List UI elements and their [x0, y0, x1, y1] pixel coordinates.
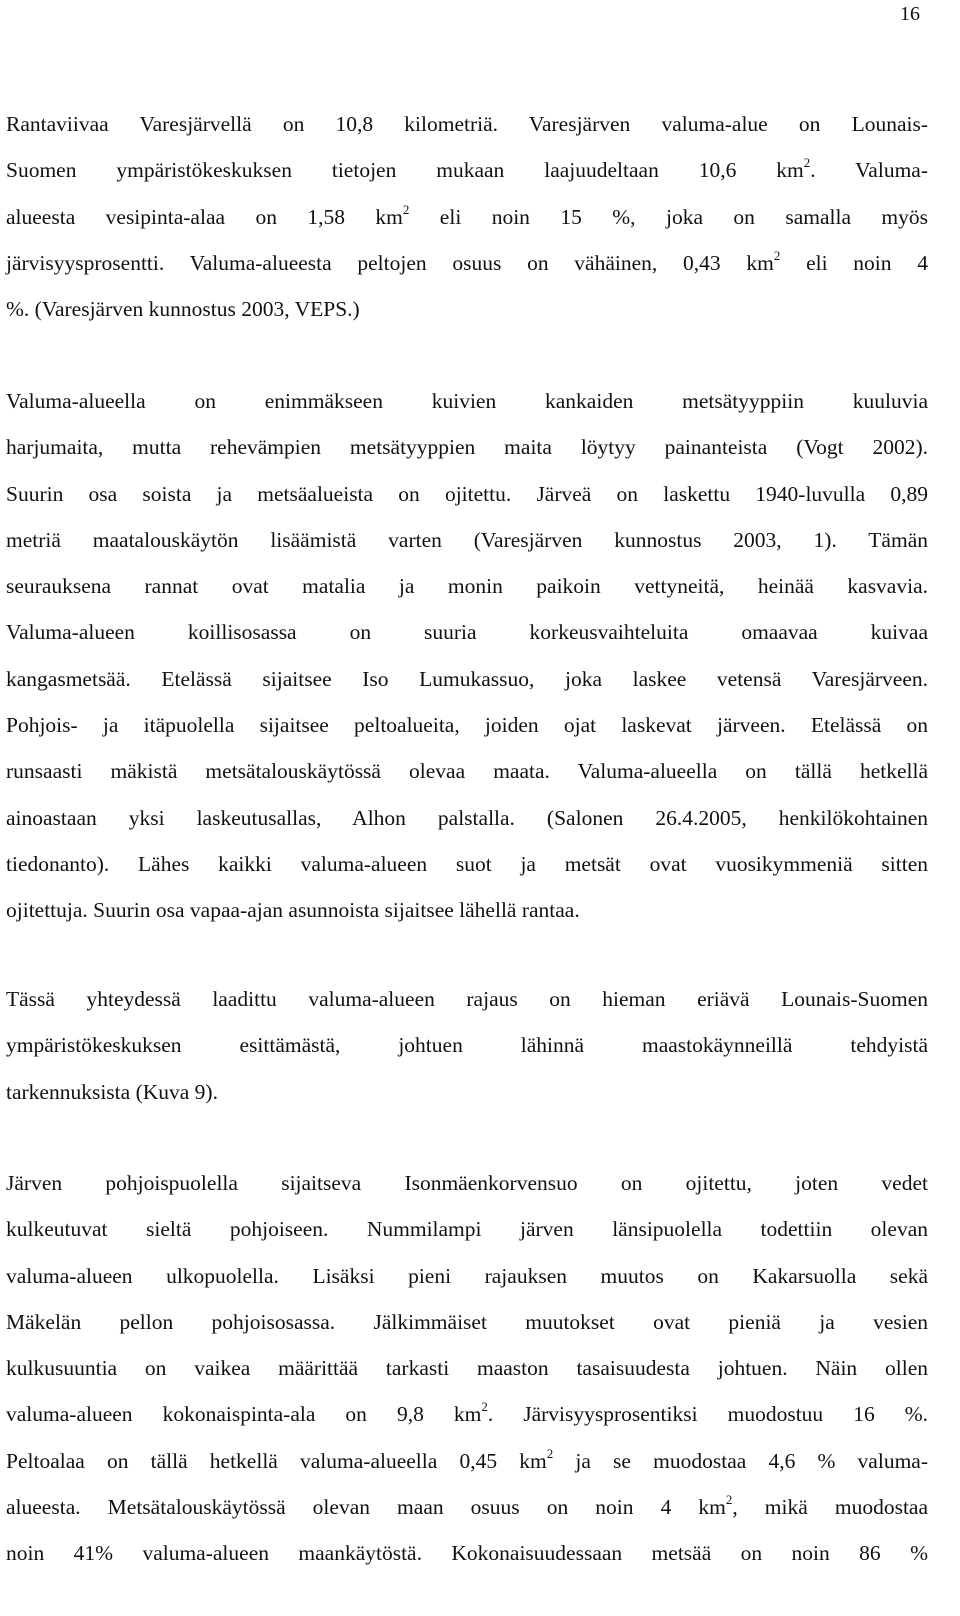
text-line — [6, 656, 928, 702]
page-number: 16 — [900, 3, 920, 25]
text-run: tarkennuksista (Kuva 9). — [6, 1079, 218, 1104]
text-run: Rantaviivaa Varesjärvellä on 10,8 kilometriä. Varesjärven valuma-alue on Lounais- — [6, 112, 928, 136]
text-run: alueesta. Metsätalouskäytössä olevan maan osuus on noin 4 km — [6, 1495, 726, 1520]
text-run: eli noin 4 — [780, 250, 928, 275]
text-line — [6, 609, 928, 655]
text-line — [6, 101, 928, 147]
text-line — [6, 517, 928, 563]
text-line — [6, 1530, 928, 1576]
text-line — [6, 1299, 928, 1345]
text-line — [6, 1345, 928, 1391]
text-line — [6, 424, 928, 470]
text-line — [6, 286, 928, 332]
text-run: . Valuma- — [810, 158, 929, 183]
text-run: . Järvisyysprosentiksi muodostuu 16 %. — [487, 1402, 928, 1427]
text-run: Valuma-alueen koillisosassa on suuria korkeusvaihteluita omaavaa kuivaa — [6, 620, 928, 645]
paragraph-2 — [6, 378, 928, 934]
text-run: valuma-alueen ulkopuolella. Lisäksi pieni rajauksen muutos on Kakarsuolla sekä — [6, 1263, 928, 1288]
text-run: harjumaita, mutta rehevämpien metsätyyppien maita löytyy painanteista (Vogt 2002). — [6, 435, 928, 460]
text-run: Valuma-alueella on enimmäkseen kuivien kankaiden metsätyyppiin kuuluvia — [6, 389, 928, 413]
superscript: 2 — [481, 1399, 488, 1415]
superscript: 2 — [773, 247, 781, 263]
text-run: eli noin 15 %, joka on samalla myös — [409, 204, 928, 229]
text-run: Peltoalaa on tällä hetkellä valuma-alueella 0,45 km — [6, 1448, 547, 1473]
text-line — [6, 976, 928, 1022]
text-line — [6, 471, 928, 517]
superscript: 2 — [725, 1492, 733, 1508]
text-run: valuma-alueen kokonaispinta-ala on 9,8 km — [6, 1402, 482, 1427]
text-run: Suurin osa soista ja metsäalueista on ojitettu. Järveä on laskettu 1940-luvulla 0,89 — [6, 481, 928, 506]
text-line — [6, 887, 928, 933]
text-run: metriä maatalouskäytön lisäämistä varten (Varesjärven kunnostus 2003, 1). Tämän — [6, 527, 928, 552]
superscript: 2 — [402, 201, 410, 217]
text-run: noin 41% valuma-alueen maankäytöstä. Kokonaisuudessaan metsää on noin 86 % — [6, 1541, 928, 1566]
text-run: Järven pohjoispuolella sijaitseva Isonmäenkorvensuo on ojitettu, joten vedet — [6, 1171, 928, 1195]
text-line — [6, 1022, 928, 1068]
text-line — [6, 1253, 928, 1299]
text-run: Pohjois- ja itäpuolella sijaitsee peltoalueita, joiden ojat laskevat järveen. Etelässä on — [6, 713, 928, 738]
text-run: ojitettuja. Suurin osa vapaa-ajan asunnoista sijaitsee lähellä rantaa. — [6, 898, 580, 923]
text-run: kulkeutuvat sieltä pohjoiseen. Nummilampi järven länsipuolella todettiin olevan — [6, 1217, 928, 1242]
superscript: 2 — [803, 155, 811, 171]
text-run: Tässä yhteydessä laadittu valuma-alueen rajaus on hieman eriävä Lounais-Suomen — [6, 987, 928, 1011]
text-line — [6, 147, 928, 193]
text-run: seurauksena rannat ovat matalia ja monin paikoin vettyneitä, heinää kasvavia. — [6, 574, 928, 599]
text-run: Suomen ympäristökeskuksen tietojen mukaan laajuudeltaan 10,6 km — [6, 158, 804, 183]
text-run: kulkusuuntia on vaikea määrittää tarkasti maaston tasaisuudesta johtuen. Näin ollen — [6, 1356, 928, 1381]
text-run: ainoastaan yksi laskeutusallas, Alhon palstalla. (Salonen 26.4.2005, henkilökohtainen — [6, 805, 928, 830]
text-line — [6, 194, 928, 240]
text-run: alueesta vesipinta-alaa on 1,58 km — [6, 204, 403, 229]
text-line — [6, 1484, 928, 1530]
text-run: tiedonanto). Lähes kaikki valuma-alueen suot ja metsät ovat vuosikymmeniä sitten — [6, 851, 928, 876]
text-line — [6, 1206, 928, 1252]
text-line — [6, 1391, 928, 1437]
text-line — [6, 1160, 928, 1206]
text-run: runsaasti mäkistä metsätalouskäytössä olevaa maata. Valuma-alueella on tällä hetkellä — [6, 759, 928, 784]
text-line — [6, 1438, 928, 1484]
text-line — [6, 240, 928, 286]
paragraph-3 — [6, 976, 928, 1115]
text-line — [6, 1069, 928, 1115]
text-run: ja se muodostaa 4,6 % valuma- — [553, 1448, 928, 1473]
text-run: %. (Varesjärven kunnostus 2003, VEPS.) — [6, 297, 360, 322]
text-line — [6, 702, 928, 748]
text-line — [6, 563, 928, 609]
superscript: 2 — [546, 1445, 554, 1461]
text-line — [6, 795, 928, 841]
text-run: ympäristökeskuksen esittämästä, johtuen lähinnä maastokäynneillä tehdyistä — [6, 1033, 928, 1058]
text-run: Mäkelän pellon pohjoisosassa. Jälkimmäiset muutokset ovat pieniä ja vesien — [6, 1309, 928, 1334]
text-run: kangasmetsää. Etelässä sijaitsee Iso Lumukassuo, joka laskee vetensä Varesjärveen. — [6, 666, 928, 691]
text-line — [6, 841, 928, 887]
text-run: järvisyysprosentti. Valuma-alueesta peltojen osuus on vähäinen, 0,43 km — [6, 250, 774, 275]
text-run: , mikä muodostaa — [732, 1495, 928, 1520]
text-line — [6, 748, 928, 794]
paragraph-1 — [6, 101, 928, 332]
paragraph-4 — [6, 1160, 928, 1577]
text-line — [6, 378, 928, 424]
